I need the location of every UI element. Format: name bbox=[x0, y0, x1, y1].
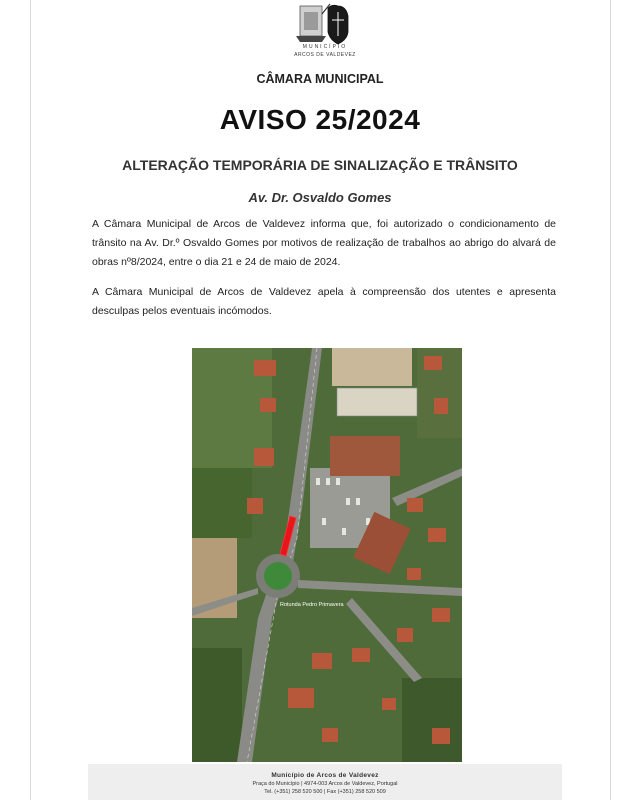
notice-title: AVISO 25/2024 bbox=[219, 104, 421, 135]
footer bbox=[88, 764, 562, 800]
logo-line-2: ARCOS DE VALDEVEZ bbox=[294, 52, 356, 58]
institution-heading: CÂMARA MUNICIPAL bbox=[256, 72, 384, 86]
body-paragraph-1: A Câmara Municipal de Arcos de Valdevez informa que, foi autorizado o condicionamento de trânsito na Av. Dr.º Osvaldo Gomes por motivos de realização de trabalhos ao abrigo do alvará de obras nº8/2024, entre o dia 21 e 24 de maio de 2024. bbox=[92, 218, 556, 268]
body-paragraph-2: A Câmara Municipal de Arcos de Valdevez apela à compreensão dos utentes e apresenta desculpas pelos eventuais incómodos. bbox=[92, 286, 556, 317]
aerial-map bbox=[192, 348, 462, 762]
notice-subtitle: ALTERAÇÃO TEMPORÁRIA DE SINALIZAÇÃO E TRÂNSITO bbox=[122, 157, 518, 173]
street-name: Av. Dr. Osvaldo Gomes bbox=[248, 190, 392, 205]
roundabout-label: Rotunda Pedro Primavera bbox=[280, 602, 344, 608]
logo-line-1: MUNICÍPIO bbox=[302, 44, 348, 50]
footer-contacts: Tel. (+351) 258 520 500 | Fax (+351) 258 520 509 bbox=[264, 789, 386, 795]
footer-municipality-name: Município de Arcos de Valdevez bbox=[271, 772, 379, 779]
footer-address: Praça do Município | 4974-003 Arcos de Valdevez, Portugal bbox=[252, 781, 398, 787]
